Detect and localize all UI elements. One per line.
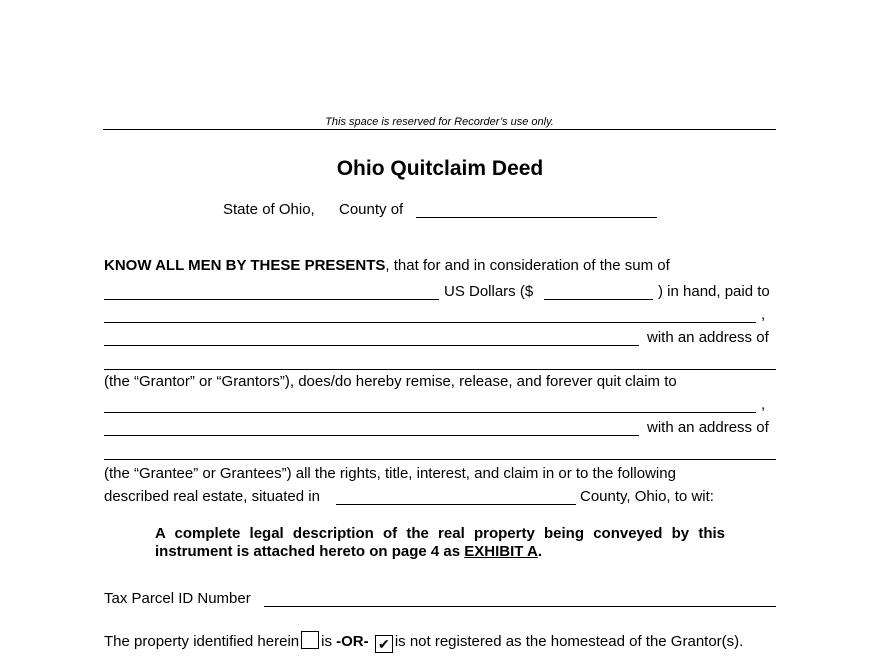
grantor-address-label: with an address of: [647, 329, 769, 346]
described-suffix: County, Ohio, to wit:: [580, 488, 714, 505]
page-title: Ohio Quitclaim Deed: [336, 157, 544, 180]
grantor-name-blank[interactable]: [104, 322, 756, 323]
situated-county-blank[interactable]: [336, 504, 576, 505]
is-homestead-checkbox[interactable]: [301, 631, 319, 649]
homestead-prefix: The property identified herein: [104, 633, 300, 650]
homestead-line: [104, 631, 743, 653]
described-prefix: described real estate, situated in: [104, 488, 320, 505]
county-label: County of: [339, 201, 404, 218]
us-dollars-label: US Dollars ($: [444, 283, 534, 300]
grantee-name-blank[interactable]: [104, 412, 756, 413]
legal-description-note: [155, 525, 725, 561]
dollar-words-blank[interactable]: [104, 299, 439, 300]
grantee-clause: (the “Grantee” or Grantees”) all the rights, title, interest, and claim in or to the following: [104, 465, 676, 482]
grantee-address-blank-1[interactable]: [104, 435, 639, 436]
is-not-homestead-checkbox[interactable]: ✔: [375, 635, 393, 653]
in-hand-label: ) in hand, paid to: [658, 283, 770, 300]
county-blank[interactable]: [416, 217, 657, 218]
legal-period: .: [537, 543, 543, 560]
consideration-rest-text: , that for and in consideration of the sum of: [385, 257, 670, 274]
grantor-clause: (the “Grantor” or “Grantors”), does/do hereby remise, release, and forever quit claim to: [104, 373, 677, 390]
grantor-address-blank-1[interactable]: [104, 345, 639, 346]
homestead-or: -OR-: [336, 633, 369, 650]
legal-description-text: A complete legal description of the real property being conveyed by this instrument is attached hereto on page 4 as: [155, 525, 725, 560]
dollar-amount-blank[interactable]: [544, 299, 653, 300]
grantor-address-blank-2[interactable]: [104, 369, 776, 370]
homestead-suffix: is not registered as the homestead of the Grantor(s).: [394, 633, 744, 650]
state-label: State of Ohio,: [223, 201, 315, 218]
know-all-men-text: KNOW ALL MEN BY THESE PRESENTS: [104, 257, 386, 274]
tax-parcel-label: Tax Parcel ID Number: [104, 590, 251, 607]
exhibit-a-link: EXHIBIT A: [464, 543, 538, 560]
tax-parcel-blank[interactable]: [264, 606, 776, 607]
consideration-intro: [104, 257, 670, 275]
recorder-divider: [103, 129, 776, 130]
grantee-address-label: with an address of: [647, 419, 769, 436]
grantor-name-comma: ,: [761, 306, 766, 323]
grantee-name-comma: ,: [761, 396, 766, 413]
recorder-note: This space is reserved for Recorder’s use only.: [325, 116, 554, 128]
homestead-is: is: [321, 633, 332, 650]
grantee-address-blank-2[interactable]: [104, 459, 776, 460]
